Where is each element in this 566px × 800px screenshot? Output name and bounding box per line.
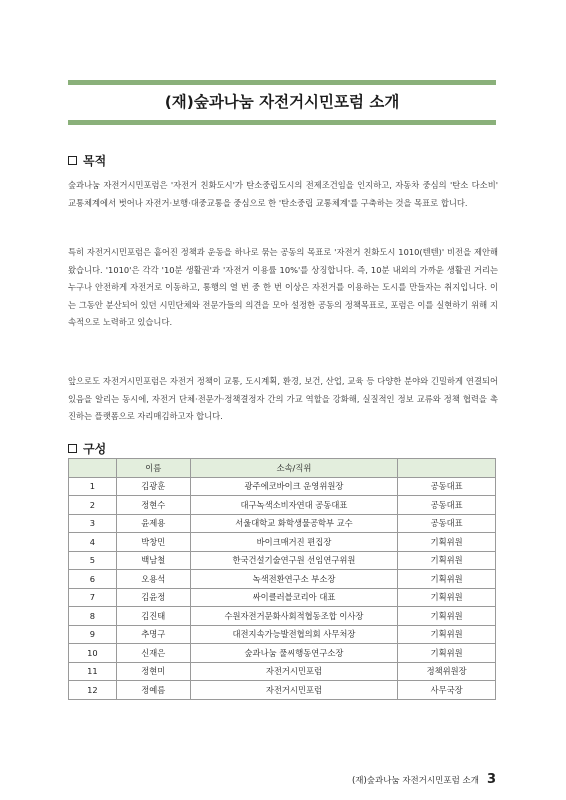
member-name: 신재은 xyxy=(116,644,190,663)
member-name: 정현미 xyxy=(116,662,190,681)
table-row xyxy=(69,644,496,663)
table-row xyxy=(69,625,496,644)
member-number: 6 xyxy=(69,570,117,589)
member-number: 5 xyxy=(69,551,117,570)
table-row xyxy=(69,681,496,700)
purpose-heading-label: 목적 xyxy=(83,154,107,168)
composition-heading xyxy=(68,440,106,457)
member-number: 10 xyxy=(69,644,117,663)
member-affiliation: 자전거시민포럼 xyxy=(190,681,397,700)
member-name: 추명구 xyxy=(116,625,190,644)
member-number: 7 xyxy=(69,588,117,607)
footer-text: (재)숲과나눔 자전거시민포럼 소개 xyxy=(351,776,479,786)
member-affiliation: 대구녹색소비자연대 공동대표 xyxy=(190,496,397,515)
member-affiliation: 한국건설기술연구원 선임연구위원 xyxy=(190,551,397,570)
member-role: 기획위원 xyxy=(398,570,496,589)
member-number: 8 xyxy=(69,607,117,626)
member-role: 기획위원 xyxy=(398,625,496,644)
member-name: 윤제용 xyxy=(116,514,190,533)
member-affiliation: 수원자전거문화사회적협동조합 이사장 xyxy=(190,607,397,626)
member-name: 오용석 xyxy=(116,570,190,589)
member-role: 기획위원 xyxy=(398,588,496,607)
member-role: 기획위원 xyxy=(398,551,496,570)
member-affiliation: 자전거시민포럼 xyxy=(190,662,397,681)
column-header-role xyxy=(398,459,496,478)
table-row xyxy=(69,588,496,607)
purpose-heading xyxy=(68,152,106,169)
purpose-paragraph-3: 앞으로도 자전거시민포럼은 자전거 정책이 교통, 도시계획, 환경, 보건, 산업, 교육 등 다양한 분야와 긴밀하게 연결되어 있음을 알리는 동시에, 자전거 단체·전문가·정책결정자 간의 가교 역할을 강화해, 실질적인 정보 교류와 정책 협력을 촉진하는 플랫폼으로 자리매김하고자 합니다. xyxy=(68,376,498,421)
table-row xyxy=(69,477,496,496)
member-name: 박창민 xyxy=(116,533,190,552)
member-role: 정책위원장 xyxy=(398,662,496,681)
title-top-rule xyxy=(68,80,496,85)
member-number: 9 xyxy=(69,625,117,644)
table-header-row xyxy=(69,459,496,478)
member-affiliation: 광주에코바이크 운영위원장 xyxy=(190,477,397,496)
table-row xyxy=(69,570,496,589)
column-header-number xyxy=(69,459,117,478)
column-header-name: 이름 xyxy=(116,459,190,478)
member-name: 김윤정 xyxy=(116,588,190,607)
page-number: 3 xyxy=(486,772,496,787)
table-row xyxy=(69,514,496,533)
table-row xyxy=(69,496,496,515)
member-role: 기획위원 xyxy=(398,533,496,552)
member-number: 1 xyxy=(69,477,117,496)
member-role: 사무국장 xyxy=(398,681,496,700)
page-footer xyxy=(352,772,496,787)
member-role: 공동대표 xyxy=(398,514,496,533)
members-table xyxy=(68,458,496,700)
checkbox-square-icon xyxy=(68,444,77,453)
member-number: 12 xyxy=(69,681,117,700)
composition-heading-label: 구성 xyxy=(83,442,107,456)
member-affiliation: 숲과나눔 풀씨행동연구소장 xyxy=(190,644,397,663)
member-name: 정예름 xyxy=(116,681,190,700)
table-row xyxy=(69,662,496,681)
member-number: 4 xyxy=(69,533,117,552)
member-role: 공동대표 xyxy=(398,477,496,496)
purpose-paragraph-2: 특히 자전거시민포럼은 흩어진 정책과 운동을 하나로 묶는 공동의 목표로 '자전거 친화도시 1010(텐텐)' 비전을 제안해왔습니다. '1010'은 각각 '10분 생활권'과 '자전거 이용률 10%'를 상징합니다. 즉, 10분 내외의 가까운 생활권 거리는 누구나 안전하게 자전거로 이동하고, 통행의 열 번 중 한 번 이상은 자전거를 이용하는 도시를 만들자는 취지입니다. 이는 그동안 분산되어 있던 시민단체와 전문가들의 의견을 모아 설정한 공동의 정책목표로, 포럼은 이를 실현하기 위해 지속적으로 노력하고 있습니다. xyxy=(68,247,498,327)
member-role: 기획위원 xyxy=(398,644,496,663)
member-affiliation: 녹색전환연구소 부소장 xyxy=(190,570,397,589)
table-row xyxy=(69,533,496,552)
title-bottom-rule xyxy=(68,120,496,125)
member-name: 백남철 xyxy=(116,551,190,570)
member-role: 기획위원 xyxy=(398,607,496,626)
page-title: (재)숲과나눔 자전거시민포럼 소개 xyxy=(164,93,400,111)
member-number: 3 xyxy=(69,514,117,533)
member-affiliation: 싸이클러블코리아 대표 xyxy=(190,588,397,607)
table-row xyxy=(69,607,496,626)
purpose-paragraph-1: 숲과나눔 자전거시민포럼은 '자전거 친화도시'가 탄소중립도시의 전제조건임을 인지하고, 자동차 중심의 '탄소 다소비' 교통체계에서 벗어나 자전거·보행·대중교통을 중심으로 한 '탄소중립 교통체계'를 구축하는 것을 목표로 합니다. xyxy=(68,180,498,208)
member-affiliation: 바이크매거진 편집장 xyxy=(190,533,397,552)
member-name: 김광훈 xyxy=(116,477,190,496)
member-number: 11 xyxy=(69,662,117,681)
checkbox-square-icon xyxy=(68,156,77,165)
member-affiliation: 대전지속가능발전협의회 사무처장 xyxy=(190,625,397,644)
member-name: 김진태 xyxy=(116,607,190,626)
table-row xyxy=(69,551,496,570)
member-number: 2 xyxy=(69,496,117,515)
member-role: 공동대표 xyxy=(398,496,496,515)
member-name: 정현수 xyxy=(116,496,190,515)
column-header-affiliation: 소속/직위 xyxy=(190,459,397,478)
member-affiliation: 서울대학교 화학생물공학부 교수 xyxy=(190,514,397,533)
